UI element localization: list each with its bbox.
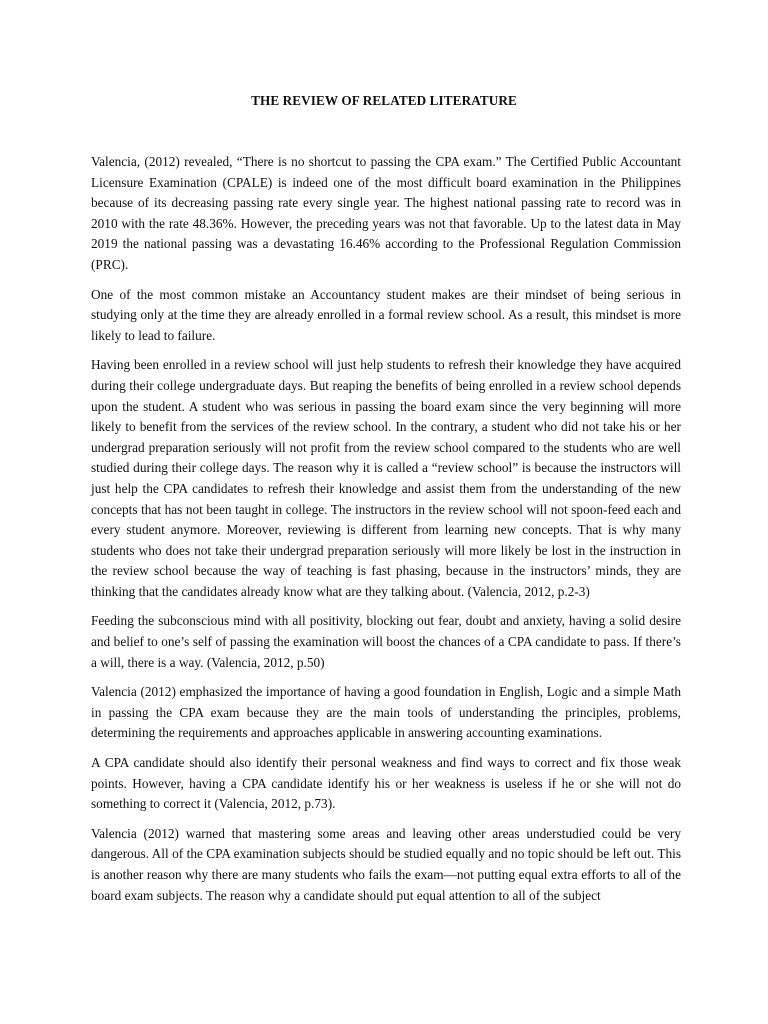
paragraph-2: One of the most common mistake an Accountancy student makes are their mindset of being serious in studying only at the time they are already enrolled in a formal review school. As a result, this mindset is more likely to lead to failure. [91,286,681,343]
paragraph-5: Valencia (2012) emphasized the importance of having a good foundation in English, Logic and a simple Math in passing the CPA exam because they are the main tools of understanding the principles, problems, determining the requirements and approaches applicable in answering accounting examinations. [91,684,681,741]
paragraph-4: Feeding the subconscious mind with all positivity, blocking out fear, doubt and anxiety, having a solid desire and belief to one’s self of passing the examination will boost the chances of a CPA candidate to pass. If there’s a will, there is a way. (Valencia, 2012, p.50) [91,613,681,670]
paragraph-6: A CPA candidate should also identify their personal weakness and find ways to correct and fix those weak points. However, having a CPA candidate identify his or her weakness is useless if he or she will not do something to correct it (Valencia, 2012, p.73). [91,755,681,812]
paragraph-1: Valencia, (2012) revealed, “There is no shortcut to passing the CPA exam.” The Certified Public Accountant Licensure Examination (CPALE) is indeed one of the most difficult board examination in the Philippines because of its decreasing passing rate every single year. The highest national passing rate to record was in 2010 with the rate 48.36%. However, the preceding years was not that favorable. Up to the latest data in May 2019 the national passing was a devastating 16.46% according to the Professional Regulation Commission (PRC). [91,154,681,272]
paragraph-3: Having been enrolled in a review school will just help students to refresh their knowledge they have acquired during their college undergraduate days. But reaping the benefits of being enrolled in a review school depends upon the student. A student who was serious in passing the board exam since the very beginning will more likely to benefit from the services of the review school. In the contrary, a student who did not take his or her undergrad preparation seriously will not profit from the review school compared to the students who are well studied during their college days. The reason why it is called a “review school” is because the instructors will just help the CPA candidates to refresh their knowledge and assist them from the understanding of the new concepts that has not been taught in college. The instructors in the review school will not spoon-feed each and every student anymore. Moreover, reviewing is different from learning new concepts. That is why many students who does not take their undergrad preparation seriously will more likely be lost in the instruction in the review school because the way of teaching is fast phasing, because in the instructors’ minds, they are thinking that the candidates already know what are they talking about. (Valencia, 2012, p.2-3) [91,357,681,599]
document-title: THE REVIEW OF RELATED LITERATURE [251,93,517,108]
paragraph-7: Valencia (2012) warned that mastering some areas and leaving other areas understudied could be very dangerous. All of the CPA examination subjects should be studied equally and no topic should be left out. This is another reason why there are many students who fails the exam—not putting equal extra efforts to all of the board exam subjects. The reason why a candidate should put equal attention to all of the subject [91,825,681,903]
document-body [91,152,681,915]
